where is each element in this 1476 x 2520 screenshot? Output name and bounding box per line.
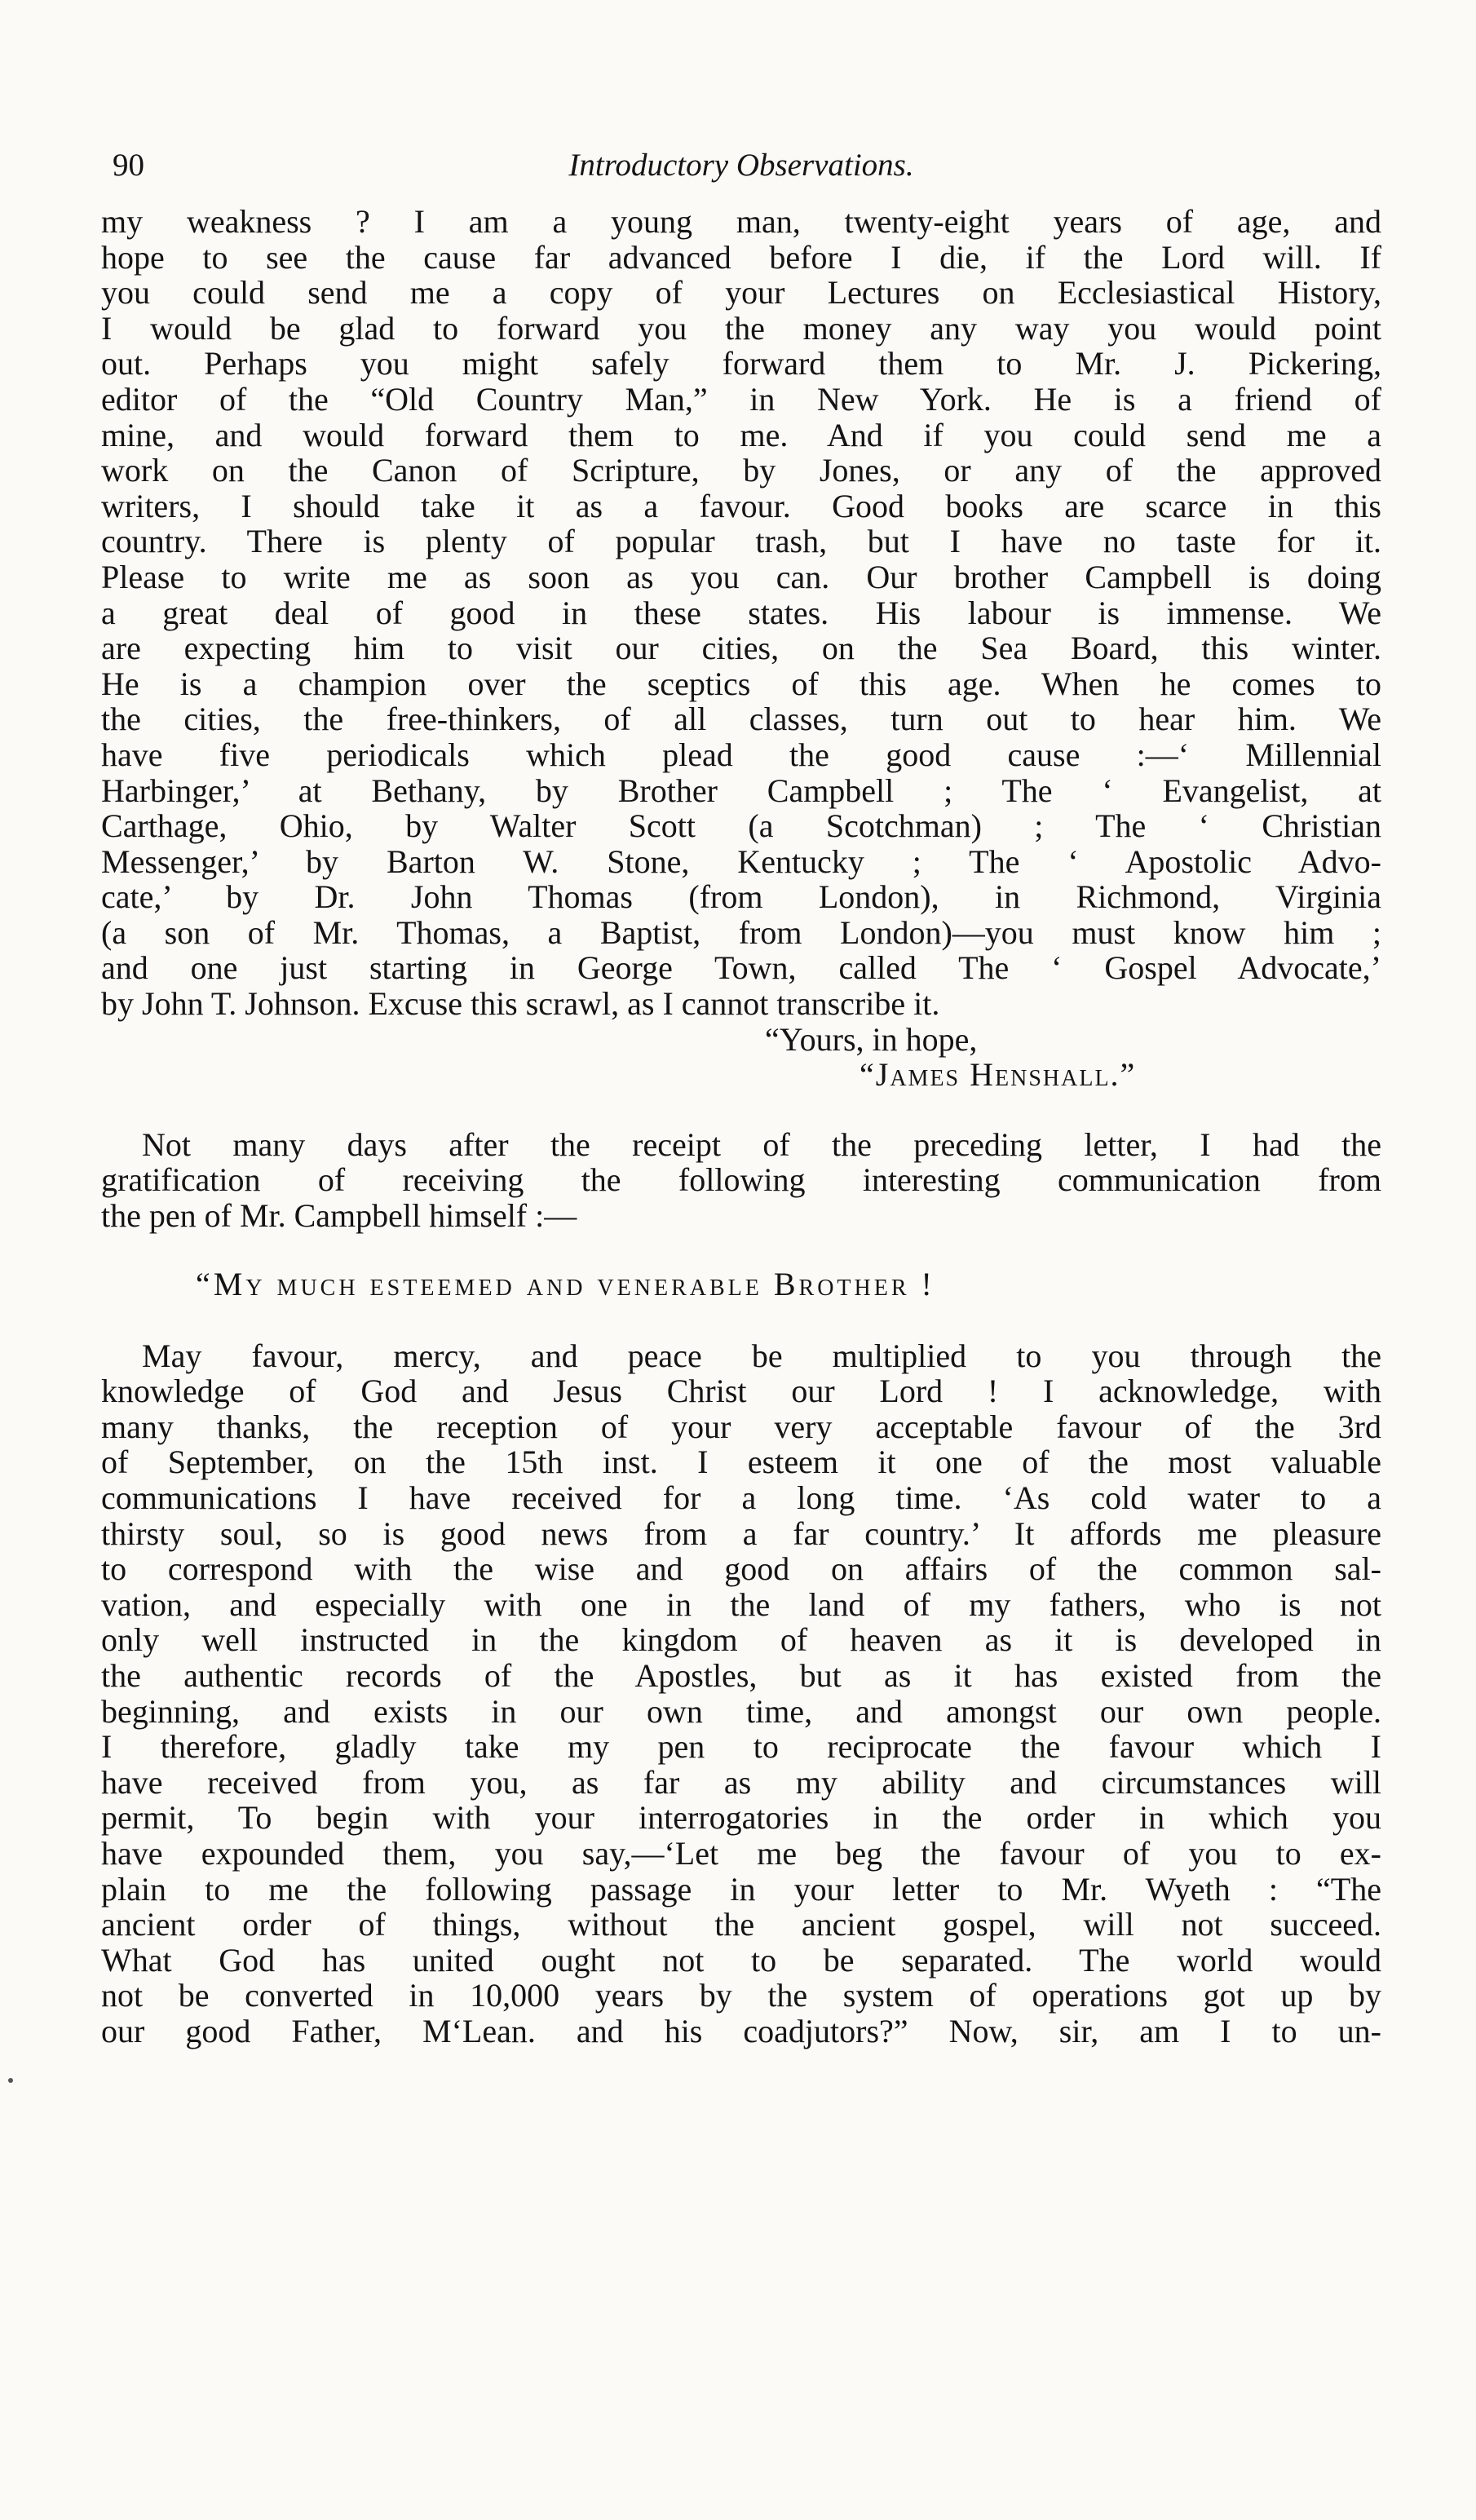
text-line: beginning, and exists in our own time, and amongst our own people.	[101, 1692, 1381, 1730]
text-line: have expounded them, you say,—‘Let me beg the favour of you to ex-	[101, 1834, 1381, 1872]
text-line: Please to write me as soon as you can. Our brother Campbell is doing	[101, 558, 1381, 595]
text-line: the authentic records of the Apostles, but as it has existed from the	[101, 1656, 1381, 1694]
text-line: work on the Canon of Scripture, by Jones, or any of the approved	[101, 452, 1381, 489]
text-line: thirsty soul, so is good news from a far country.’ It affords me pleasure	[101, 1514, 1381, 1552]
text-line: cate,’ by Dr. John Thomas (from London), in Richmond, Virginia	[101, 878, 1381, 916]
text-line: vation, and especially with one in the land of my fathers, who is not	[101, 1585, 1381, 1623]
text-line: you could send me a copy of your Lectures on Ecclesiastical History,	[101, 274, 1381, 312]
text-line: and one just starting in George Town, called The ‘ Gospel Advocate,’	[101, 949, 1381, 987]
text-line: I would be glad to forward you the money any way you would point	[101, 309, 1381, 347]
signature-closing: “Yours, in hope,	[765, 1020, 978, 1058]
margin-mark	[8, 2078, 13, 2083]
text-line: permit, To begin with your interrogatories in the order in which you	[101, 1799, 1381, 1837]
text-line: by John T. Johnson. Excuse this scrawl, as I cannot transcribe it.	[101, 985, 940, 1023]
text-line: not be converted in 10,000 years by the system of operations got up by	[101, 1977, 1381, 2014]
text-line: many thanks, the reception of your very acceptable favour of the 3rd	[101, 1408, 1381, 1445]
text-line: out. Perhaps you might safely forward them to Mr. J. Pickering,	[101, 345, 1381, 382]
letter-one-text	[101, 204, 1381, 1093]
text-line: Messenger,’ by Barton W. Stone, Kentucky ; The ‘ Apostolic Advo-	[101, 842, 1381, 880]
text-line: of September, on the 15th inst. I esteem it one of the most valuable	[101, 1443, 1381, 1481]
text-line: country. There is plenty of popular trash, but I have no taste for it.	[101, 523, 1381, 560]
text-line: our good Father, M‘Lean. and his coadjutors?” Now, sir, am I to un-	[101, 2012, 1381, 2049]
intro-paragraph	[101, 1127, 1381, 1234]
running-title: Introductory Observations.	[568, 148, 914, 183]
text-line: knowledge of God and Jesus Christ our Lord ! I acknowledge, with	[101, 1373, 1381, 1410]
text-line: to correspond with the wise and good on affairs of the common sal-	[101, 1550, 1381, 1588]
running-head	[101, 147, 1381, 204]
book-page	[101, 147, 1381, 2049]
text-line: writers, I should take it as a favour. Good books are scarce in this	[101, 487, 1381, 524]
text-line: gratification of receiving the following interesting communication from	[101, 1161, 1381, 1199]
text-line: editor of the “Old Country Man,” in New York. He is a friend of	[101, 380, 1381, 418]
text-line: ancient order of things, without the ancient gospel, will not succeed.	[101, 1906, 1381, 1943]
salutation: “My much esteemed and venerable Brother !	[196, 1265, 935, 1302]
text-line: (a son of Mr. Thomas, a Baptist, from London)—you must know him ;	[101, 913, 1381, 951]
text-line: the cities, the free-thinkers, of all classes, turn out to hear him. We	[101, 701, 1381, 738]
text-line: Carthage, Ohio, by Walter Scott (a Scotchman) ; The ‘ Christian	[101, 807, 1381, 845]
letter-two-text	[101, 1338, 1381, 2049]
text-line: mine, and would forward them to me. And if you could send me a	[101, 416, 1381, 453]
text-line: my weakness ? I am a young man, twenty-eight years of age, and	[101, 203, 1381, 240]
text-line: May favour, mercy, and peace be multiplied to you through the	[142, 1337, 1381, 1374]
text-line: plain to me the following passage in your letter to Mr. Wyeth : “The	[101, 1870, 1381, 1908]
text-line: He is a champion over the sceptics of this age. When he comes to	[101, 665, 1381, 702]
text-line: Harbinger,’ at Bethany, by Brother Campbell ; The ‘ Evangelist, at	[101, 771, 1381, 809]
text-line: communications I have received for a long time. ‘As cold water to a	[101, 1479, 1381, 1516]
page-number: 90	[113, 148, 144, 183]
text-line: I therefore, gladly take my pen to reciprocate the favour which I	[101, 1728, 1381, 1766]
text-line: What God has united ought not to be separated. The world would	[101, 1941, 1381, 1978]
text-line: a great deal of good in these states. His labour is immense. We	[101, 594, 1381, 631]
text-line: have received from you, as far as my ability and circumstances will	[101, 1763, 1381, 1801]
text-line: are expecting him to visit our cities, on the Sea Board, this winter.	[101, 630, 1381, 667]
text-line: have five periodicals which plead the good cause :—‘ Millennial	[101, 736, 1381, 773]
text-line: the pen of Mr. Campbell himself :—	[101, 1197, 577, 1235]
text-line: hope to see the cause far advanced before I die, if the Lord will. If	[101, 238, 1381, 276]
text-line: only well instructed in the kingdom of heaven as it is developed in	[101, 1621, 1381, 1659]
signature-name: “James Henshall.”	[860, 1056, 1137, 1094]
text-line: Not many days after the receipt of the preceding letter, I had the	[142, 1125, 1381, 1163]
